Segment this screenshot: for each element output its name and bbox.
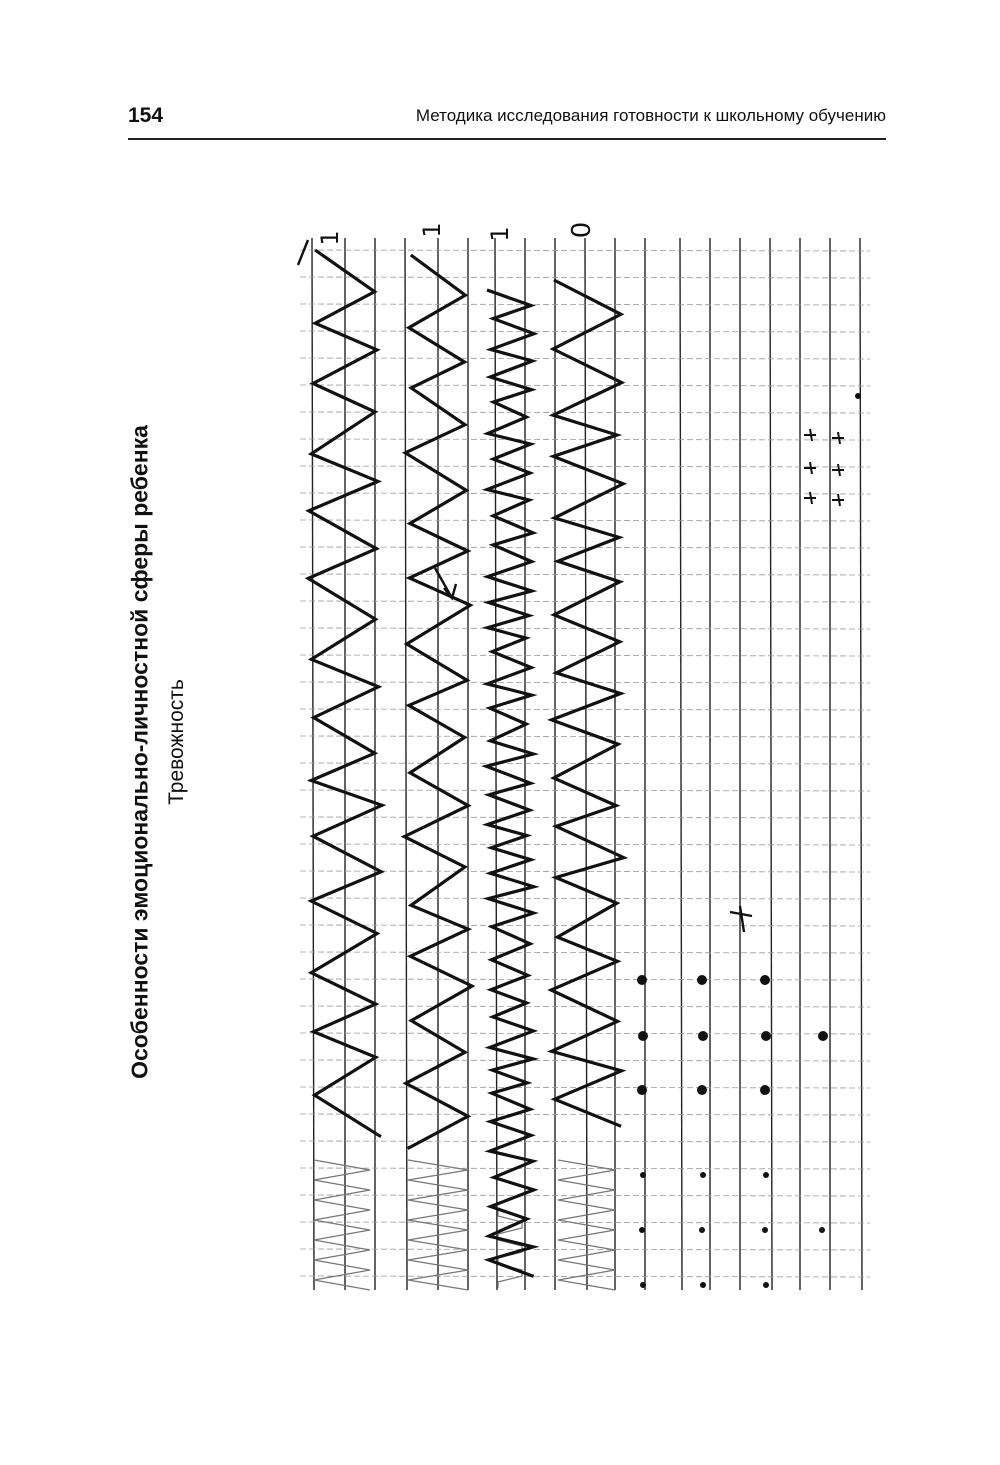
handwritten-marks [298,240,861,932]
guide-dot [760,1085,770,1095]
plus-mark [832,432,844,444]
guide-dot [763,1172,769,1178]
grid-line-horizontal [300,925,870,926]
grid-line-horizontal [300,871,870,872]
guide-dot [762,1227,768,1233]
guide-dot [699,1227,705,1233]
row-score-4: 0 [567,221,597,239]
grid-line-horizontal [300,844,870,845]
grid-line-horizontal [300,1222,870,1223]
guide-dot [760,975,770,985]
guide-dot [697,1085,707,1095]
printed-sample-patterns [314,1160,615,1290]
grid-line-horizontal [300,736,870,737]
section-heading: Особенности эмоционально-личностной сферы ребенка [126,425,153,1079]
grid-line-horizontal [300,709,870,710]
row-score-2: 1 [418,222,446,238]
grid-line-horizontal [300,1141,870,1142]
grid-line-horizontal [300,1114,870,1115]
guide-dot [637,975,647,985]
guide-dot [818,1031,828,1041]
stroke-mark [298,240,308,265]
guide-dot [700,1282,706,1288]
grid-line-horizontal [300,952,870,953]
guide-dot [700,1172,706,1178]
guide-dot [819,1227,825,1233]
section-subheading: Тревожность [165,679,188,805]
plus-mark [804,462,816,474]
sample-pattern [314,1160,370,1290]
grid-line-horizontal [300,1276,870,1277]
guide-dot [698,1031,708,1041]
guide-dot [640,1282,646,1288]
grid-line-vertical [585,238,587,1290]
grid-line-horizontal [300,979,870,980]
guide-dot [639,1227,645,1233]
page-header [128,96,886,140]
grid-line-horizontal [300,898,870,899]
guide-dot [761,1031,771,1041]
handwritten-zigzag [486,290,534,1276]
plus-mark [832,464,844,476]
grid-line-horizontal [300,1249,870,1250]
page-number: 154 [128,104,164,127]
row-score-1: 1 [316,230,344,246]
running-title: Методика исследования готовности к школьному обучению [415,106,886,125]
cross-mark [730,906,752,932]
guide-dot [763,1282,769,1288]
plus-mark [832,494,844,506]
grid-line-horizontal [300,655,870,656]
plus-mark [804,429,816,441]
ruled-grid [300,238,870,1290]
handwritten-test-form [290,200,880,1310]
guide-dot [640,1172,646,1178]
row-score-3: 1 [486,226,514,242]
grid-line-vertical [312,238,314,1290]
guide-dot [697,975,707,985]
grid-line-vertical [405,238,407,1290]
guide-dot [637,1085,647,1095]
handwritten-zigzag [551,280,624,1126]
grid-line-horizontal [300,1033,870,1034]
grid-line-horizontal [300,1168,870,1169]
guide-dot [638,1031,648,1041]
stray-dot [855,393,861,399]
